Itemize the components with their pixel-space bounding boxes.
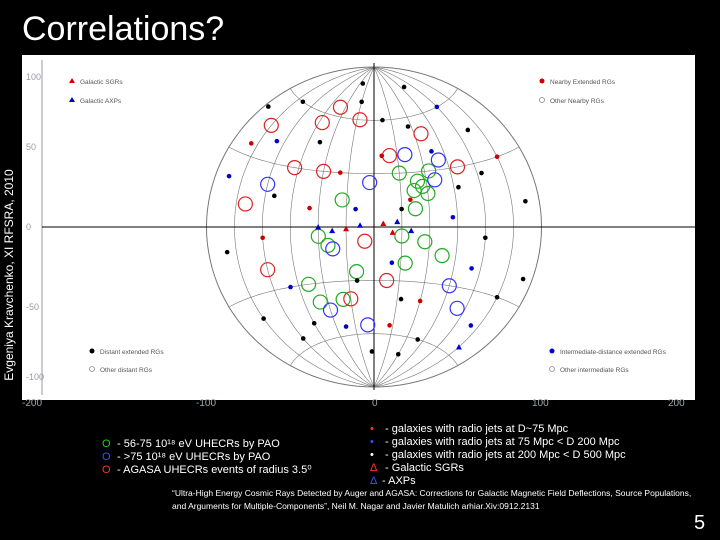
- red-triangle-symbol: Δ: [370, 462, 378, 474]
- galaxy-dot: [406, 124, 411, 129]
- inner-legend-label: Other Nearby RGs: [550, 98, 604, 105]
- galaxy-dot: [451, 215, 456, 220]
- legend-label: - 56-75 10¹⁸ eV UHECRs by PAO: [114, 438, 280, 450]
- galaxy-dot: [301, 99, 306, 104]
- legend-label: - Galactic SGRs: [382, 462, 464, 474]
- galaxy-dot: [396, 352, 401, 357]
- galaxy-dot: [288, 285, 293, 290]
- galaxy-legend: [370, 423, 626, 488]
- source-triangle: [380, 220, 386, 226]
- galaxy-dot: [399, 297, 404, 302]
- y-tick-label: -100: [26, 372, 45, 382]
- galaxy-dot: [227, 174, 232, 179]
- galaxy-dot: [355, 278, 360, 283]
- galaxy-dot: [390, 260, 395, 265]
- page-number: 5: [694, 512, 706, 534]
- sky-map-panel: [22, 55, 695, 400]
- galaxy-dot: [399, 207, 404, 212]
- x-tick-label: 200: [668, 398, 685, 409]
- source-triangle: [329, 228, 335, 234]
- legend-circle: [90, 367, 95, 372]
- uhecr-event-ring: [363, 176, 377, 190]
- uhecr-event-ring: [326, 242, 340, 256]
- red-dot-symbol: •: [370, 423, 374, 435]
- legend-circle: [550, 367, 555, 372]
- galaxy-dot: [408, 197, 413, 202]
- source-triangle: [408, 228, 414, 234]
- series-7: [315, 219, 462, 350]
- uhecr-event-ring: [398, 148, 412, 162]
- inner-legend-item: [550, 367, 630, 375]
- inner-legend-label: Galactic AXPs: [80, 98, 122, 105]
- uhecr-event-ring: [313, 295, 327, 309]
- legend-label: - galaxies with radio jets at 75 Mpc < D 200 Mpc: [382, 436, 620, 448]
- galaxy-dot: [370, 349, 375, 354]
- inner-legend-item: [90, 349, 165, 357]
- uhecr-event-ring: [321, 238, 335, 252]
- green-ring-symbol: O: [102, 438, 111, 450]
- legend-label: - AGASA UHECRs events of radius 3.5⁰: [114, 464, 312, 476]
- y-tick-label: 0: [26, 222, 32, 232]
- legend-item-galaxies-near: [370, 423, 626, 436]
- uhecr-legend: [102, 438, 312, 477]
- galaxy-dot: [418, 299, 423, 304]
- galaxy-dot: [318, 140, 323, 145]
- uhecr-event-ring: [361, 318, 375, 332]
- inner-legend-label: Intermediate-distance extended RGs: [560, 349, 666, 356]
- galaxy-dot: [275, 139, 280, 144]
- inner-legend: [69, 78, 667, 374]
- uhecr-event-ring: [335, 193, 349, 207]
- legend-dot: [90, 349, 95, 354]
- uhecr-event-ring: [450, 301, 464, 315]
- side-credit: Evgeniya Kravchenko, XI RFSRA, 2010: [2, 169, 16, 381]
- legend-circle: [540, 98, 545, 103]
- legend-item-pao-56-75: [102, 438, 312, 451]
- galaxy-dot: [402, 85, 407, 90]
- galaxy-dot: [307, 206, 312, 211]
- galaxy-dot: [312, 321, 317, 326]
- blue-ring-symbol: O: [102, 451, 111, 463]
- series-5: [225, 81, 528, 356]
- blue-triangle-symbol: Δ: [370, 475, 378, 487]
- galaxy-dot: [495, 154, 500, 159]
- uhecr-event-ring: [382, 149, 396, 163]
- legend-dot: [540, 79, 545, 84]
- galaxy-dot: [338, 170, 343, 175]
- series-2: [238, 100, 464, 306]
- inner-legend-label: Distant extended RGs: [100, 349, 164, 356]
- uhecr-event-ring: [398, 256, 412, 270]
- inner-legend-item: [550, 349, 667, 357]
- y-tick-label: 50: [26, 142, 37, 152]
- legend-label: - galaxies with radio jets at D~75 Mpc: [382, 423, 569, 435]
- x-tick-label: -200: [22, 398, 43, 409]
- galaxy-dot: [469, 266, 474, 271]
- galaxy-dot: [301, 336, 306, 341]
- data-markers: [225, 81, 528, 356]
- reference-citation: “Ultra-High Energy Cosmic Rays Detected by Auger and AGASA: Corrections for Galactic Magnetic Field Deflections, Source Populations, and Arguments for Multiple-Components”, Neil M. Nagar and Javier Matulich arhiar.Xiv:0912.2131: [172, 488, 692, 511]
- inner-legend-label: Nearby Extended RGs: [550, 79, 616, 86]
- galaxy-dot: [495, 295, 500, 300]
- galaxy-dot: [387, 323, 392, 328]
- legend-item-sgrs: [370, 462, 626, 475]
- legend-label: - galaxies with radio jets at 200 Mpc < D 500 Mpc: [382, 449, 626, 461]
- legend-label: - AXPs: [382, 475, 416, 487]
- galaxy-dot: [479, 171, 484, 176]
- galaxy-dot: [521, 277, 526, 282]
- galaxy-dot: [379, 154, 384, 159]
- galaxy-dot: [261, 316, 266, 321]
- galaxy-dot: [260, 235, 265, 240]
- inner-legend-item: [69, 78, 123, 86]
- uhecr-event-ring: [408, 202, 422, 216]
- galaxy-dot: [359, 100, 364, 105]
- slide-title: Correlations?: [22, 10, 225, 48]
- galaxy-dot: [225, 250, 230, 255]
- legend-item-galaxies-far: [370, 449, 626, 462]
- source-triangle: [390, 229, 396, 235]
- galaxy-dot: [483, 235, 488, 240]
- galaxy-dot: [469, 323, 474, 328]
- galaxy-dot: [272, 194, 277, 199]
- inner-legend-label: Other distant RGs: [100, 367, 153, 374]
- uhecr-event-ring: [435, 249, 449, 263]
- legend-triangle: [69, 97, 75, 102]
- white-dot-symbol: •: [370, 449, 374, 461]
- inner-legend-label: Galactic SGRs: [80, 79, 123, 86]
- galaxy-dot: [429, 149, 434, 154]
- inner-legend-item: [540, 79, 616, 87]
- uhecr-event-ring: [336, 292, 350, 306]
- inner-legend-label: Other intermediate RGs: [560, 367, 629, 374]
- legend-item-pao-75: [102, 451, 312, 464]
- legend-item-galaxies-mid: [370, 436, 626, 449]
- galaxy-dot: [249, 141, 254, 146]
- graticule: [42, 63, 695, 390]
- legend-dot: [550, 349, 555, 354]
- y-tick-label: -50: [26, 302, 40, 312]
- inner-legend-item: [540, 98, 605, 106]
- inner-legend-item: [90, 367, 153, 375]
- galaxy-dot: [523, 199, 528, 204]
- uhecr-event-ring: [407, 184, 421, 198]
- x-tick-label: -100: [196, 398, 217, 409]
- uhecr-event-ring: [358, 234, 372, 248]
- y-tick-label: 100: [26, 72, 42, 82]
- uhecr-event-ring: [414, 127, 428, 141]
- inner-legend-item: [69, 97, 122, 105]
- uhecr-event-ring: [431, 153, 445, 167]
- uhecr-event-ring: [238, 197, 252, 211]
- legend-triangle: [69, 78, 75, 83]
- galaxy-dot: [466, 128, 471, 133]
- sky-map-chart: [22, 55, 695, 400]
- x-tick-label: 0: [372, 398, 378, 409]
- y-axis: [26, 60, 44, 395]
- legend-item-agasa: [102, 464, 312, 477]
- galaxy-dot: [380, 118, 385, 123]
- blue-dot-symbol: •: [370, 436, 374, 448]
- source-triangle: [357, 222, 363, 228]
- x-tick-label: 100: [532, 398, 549, 409]
- galaxy-dot: [344, 324, 349, 329]
- legend-label: - >75 10¹⁸ eV UHECRs by PAO: [114, 451, 271, 463]
- red-ring-symbol: O: [102, 464, 111, 476]
- galaxy-dot: [361, 81, 366, 86]
- source-triangle: [394, 219, 400, 225]
- uhecr-event-ring: [350, 265, 364, 279]
- galaxy-dot: [266, 104, 271, 109]
- series-6: [343, 220, 396, 234]
- galaxy-dot: [456, 185, 461, 190]
- galaxy-dot: [415, 337, 420, 342]
- galaxy-dot: [353, 207, 358, 212]
- galaxy-dot: [435, 105, 440, 110]
